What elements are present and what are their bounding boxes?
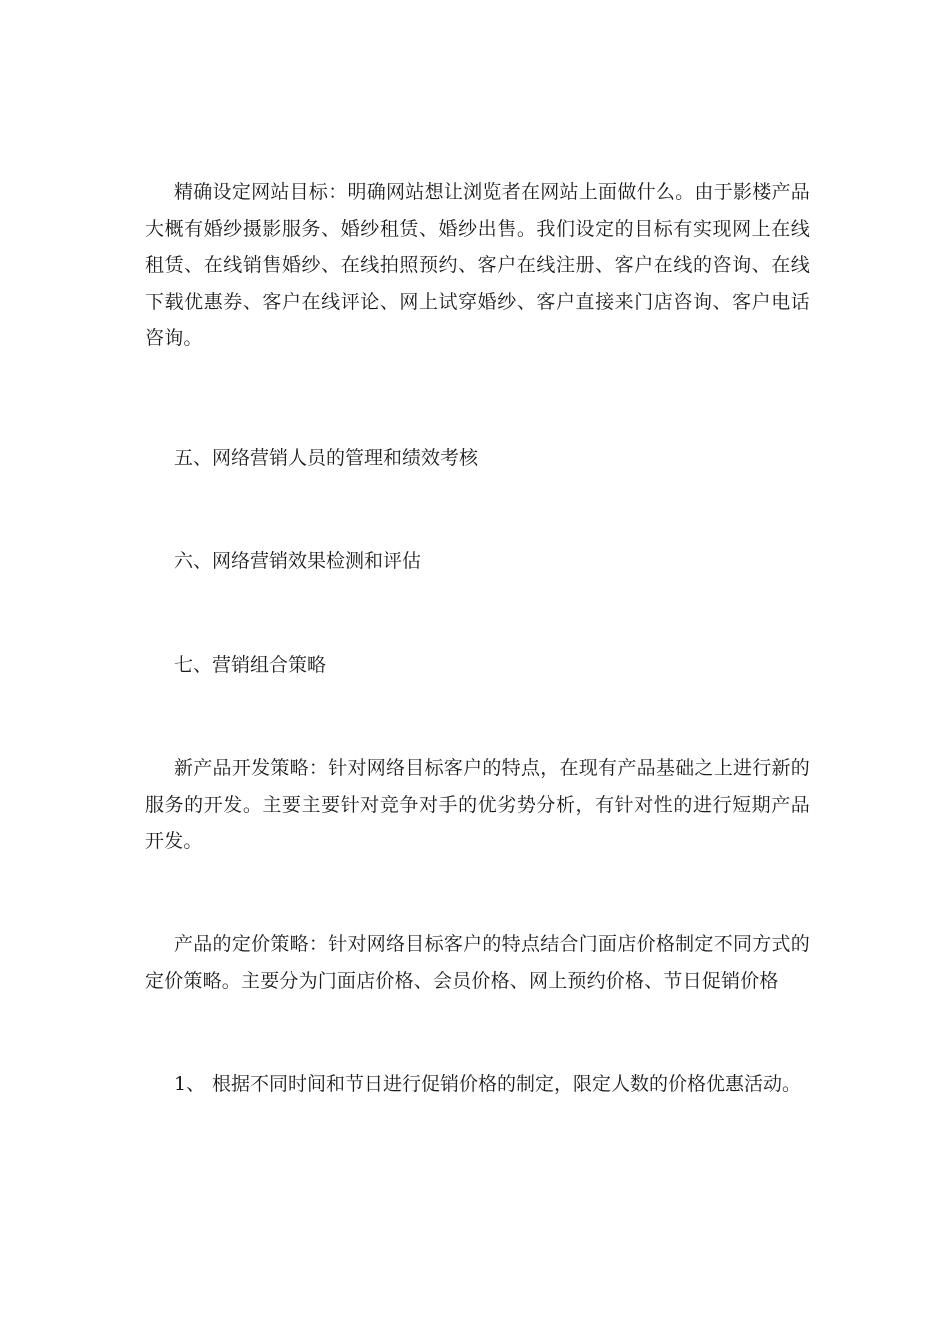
paragraph-pricing-strategy: 产品的定价策略：针对网络目标客户的特点结合门面店价格制定不同方式的定价策略。主要分为门面店价格、会员价格、网上预约价格、节日促销价格 [145,933,810,992]
list-item-number: 1、 [174,1073,206,1095]
list-item [174,1066,801,1102]
list-item-text: 根据不同时间和节日进行促销价格的制定，限定人数的价格优惠活动。 [212,1073,802,1095]
heading-section-6: 六、网络营销效果检测和评估 [174,550,422,572]
paragraph-new-product-strategy: 新产品开发策略：针对网络目标客户的特点，在现有产品基础之上进行新的服务的开发。主要主要针对竞争对手的优劣势分析，有针对性的进行短期产品开发。 [145,757,810,852]
paragraph-website-goal: 精确设定网站目标：明确网站想让浏览者在网站上面做什么。由于影楼产品大概有婚纱摄影服务、婚纱租赁、婚纱出售。我们设定的目标有实现网上在线租赁、在线销售婚纱、在线拍照预约、客户在线注册、客户在线的咨询、在线下载优惠券、客户在线评论、网上试穿婚纱、客户直接来门店咨询、客户电话咨询。 [145,181,810,349]
heading-section-7: 七、营销组合策略 [174,654,327,676]
heading-section-5: 五、网络营销人员的管理和绩效考核 [174,447,479,469]
